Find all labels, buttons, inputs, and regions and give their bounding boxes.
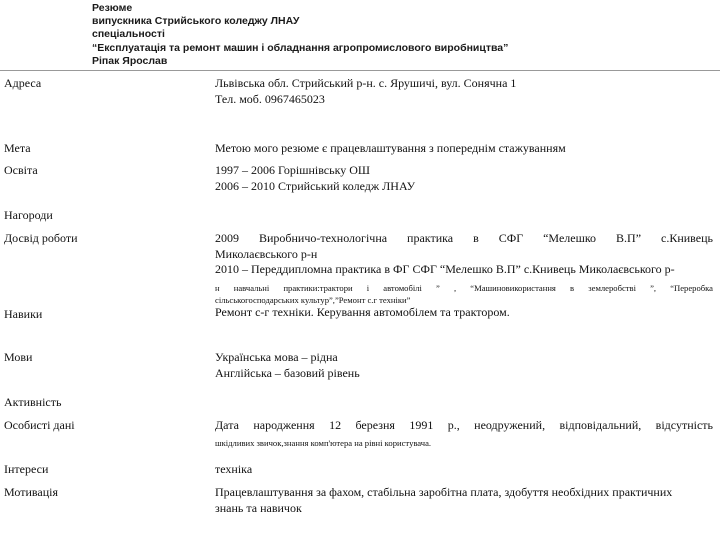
education-line: 1997 – 2006 Горішнівську ОШ <box>215 163 371 177</box>
experience-line-2010: 2010 – Переддипломна практика в ФГ СФГ “Мелешко В.П” с.Книвець Миколаєвського р- <box>215 262 675 276</box>
experience-word: В.П” <box>616 231 642 245</box>
languages-value <box>215 350 713 381</box>
experience-word: 2009 <box>215 231 239 245</box>
education-line: 2006 – 2010 Стрийський коледж ЛНАУ <box>215 178 416 193</box>
experience-line-district: Миколаєвського р-н <box>215 246 318 261</box>
experience-word: в <box>473 231 479 245</box>
experience-line-2009 <box>215 231 713 247</box>
address-line: Львівська обл. Стрийський р-н. с. Ярушичі, вул. Сонячна 1 <box>215 76 517 90</box>
skills-value <box>215 305 713 321</box>
address-label: Адреса <box>4 76 42 90</box>
motivation-line: Працевлаштування за фахом, стабільна заробітна плата, здобуття необхідних практичних <box>215 485 673 499</box>
education-value <box>215 163 713 194</box>
experience-word: практика <box>407 231 454 245</box>
interests-label: Інтереси <box>4 462 49 476</box>
header-line-title: Резюме <box>92 2 133 14</box>
phone-line: Тел. моб. 0967465023 <box>215 91 325 106</box>
motivation-value <box>215 485 713 516</box>
personal-line: Дата народження 12 березня 1991 р., неодружений, відповідальний, відсутність <box>215 418 713 432</box>
language-line: Українська мова – рідна <box>215 350 338 364</box>
skills-text: Ремонт с-г техніки. Керування автомобілем та трактором. <box>215 305 510 319</box>
experience-line-practices-cont: сільськогосподарських культур”,”Ремонт с.г техніки” <box>215 294 411 305</box>
header-line-specialty: “Експлуатація та ремонт машин і обладнання агропромислового виробництва” <box>92 41 509 54</box>
experience-word: СФГ <box>498 231 524 245</box>
experience-word: с.Книвець <box>661 231 713 245</box>
language-line: Англійська – базовий рівень <box>215 365 360 380</box>
interests-text: техніка <box>215 462 253 476</box>
interests-value <box>215 462 713 478</box>
skills-label: Навики <box>4 307 43 321</box>
goal-text: Метою мого резюме є працевлаштування з попереднім стажуванням <box>215 141 566 155</box>
awards-label: Нагороди <box>4 208 53 222</box>
header-line-specialty-label: спеціальності <box>92 28 165 41</box>
experience-value <box>215 231 713 306</box>
resume-header <box>92 2 508 68</box>
education-label: Освіта <box>4 163 38 177</box>
personal-label: Особисті дані <box>4 418 75 432</box>
address-value <box>215 76 713 107</box>
languages-label: Мови <box>4 350 33 364</box>
header-line-graduate: випускника Стрийського коледжу ЛНАУ <box>92 15 300 28</box>
personal-line-skills: шкідливих звичок,знання комп'ютера на рівні користувача. <box>215 437 432 448</box>
goal-label: Мета <box>4 141 31 155</box>
header-divider <box>0 70 720 71</box>
header-line-name: Ріпак Ярослав <box>92 54 168 67</box>
personal-value <box>215 418 713 449</box>
goal-value <box>215 141 713 157</box>
experience-line-practices: н навчальні практики:трактори і автомобілі ” , “Машиновикористання в землеробстві ”, “Переробка <box>215 282 713 293</box>
experience-word: “Мелешко <box>543 231 597 245</box>
experience-word: Виробничо-технологічна <box>258 231 388 245</box>
experience-label: Досвід роботи <box>4 231 78 245</box>
motivation-line: знань та навичок <box>215 500 302 515</box>
activity-label: Активність <box>4 395 62 409</box>
motivation-label: Мотивація <box>4 485 58 499</box>
